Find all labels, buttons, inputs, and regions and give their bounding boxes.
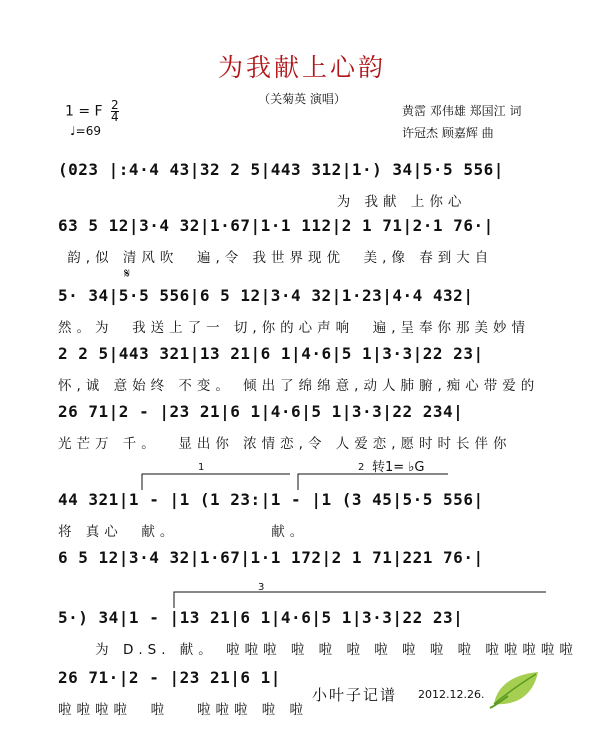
lyric-line: 然。为 我送上了一 切,你的心声响 遍,呈奉你那美妙情 [58,320,531,336]
lyric-line: 韵,似 清风吹 遍,令 我世界现优 美,像 春到大自 [58,250,494,266]
notation-line: 5· 34|5·5 556|6 5 12|3·4 32|1·23|4·4 432| [58,286,474,305]
key-change-label: 转1= ♭G [372,460,425,475]
time-signature [111,100,119,123]
lyric-line: 为 我献 上你心 [58,194,467,210]
singer-credit: （关菊英 演唱） [258,92,346,106]
volta-3-label: 3 [258,582,265,593]
time-sig-top: 2 [111,98,119,112]
lyric-line: 将 真心 献。 献。 [58,524,309,540]
notation-line: 26 71·|2 - |23 21|6 1| [58,668,281,687]
tempo-marking: ♩=69 [70,124,101,138]
score-row [58,664,309,748]
key-label: 1 = F [65,103,103,120]
volta-1-label: 1 [198,462,205,473]
notation-line: 2 2 5|443 321|13 21|6 1|4·6|5 1|3·3|22 23| [58,344,484,363]
composer-credit: 许冠杰 顾嘉辉 曲 [402,126,494,140]
lyric-line: 怀,诚 意始终 不变。 倾出了绵绵意,动人肺腑,痴心带爱的 [58,378,540,394]
notation-line: 6 5 12|3·4 32|1·67|1·1 172|2 1 71|221 76·| [58,548,484,567]
volta-2-label: 2 [358,462,365,473]
key-signature [65,100,119,123]
song-title: 为我献上心韵 [217,53,386,82]
notation-line: 63 5 12|3·4 32|1·67|1·1 112|2 1 71|2·1 76·| [58,216,494,235]
leaf-icon [488,668,544,712]
transcription-date: 2012.12.26. [418,688,485,701]
lyricist-credit: 黄霑 邓伟雄 郑国江 词 [402,104,522,118]
lyric-line: 为 D.S. 献。 啦啦啦 啦 啦 啦 啦 啦 啦 啦 啦啦啦啦啦 [58,642,578,658]
notation-line: 26 71|2 - |23 21|6 1|4·6|5 1|3·3|22 234| [58,402,464,421]
notation-line: 5·) 34|1 - |13 21|6 1|4·6|5 1|3·3|22 23| [58,608,464,627]
notation-line: 44 321|1 - |1 (1 23:|1 - |1 (3 45|5·5 556| [58,490,484,509]
lyric-line: 啦啦啦啦 啦 啦啦啦 啦 啦 [58,702,309,718]
segno-sign: 𝄋 [124,266,131,282]
time-sig-bottom: 4 [111,110,119,124]
transcriber-signature: 小叶子记谱 [312,686,398,704]
lyric-line: 光芒万 千。 显出你 浓情恋,令 人爱恋,愿时时长伴你 [58,436,512,452]
notation-line: (023 |:4·4 43|32 2 5|443 312|1·) 34|5·5 556| [58,160,504,179]
